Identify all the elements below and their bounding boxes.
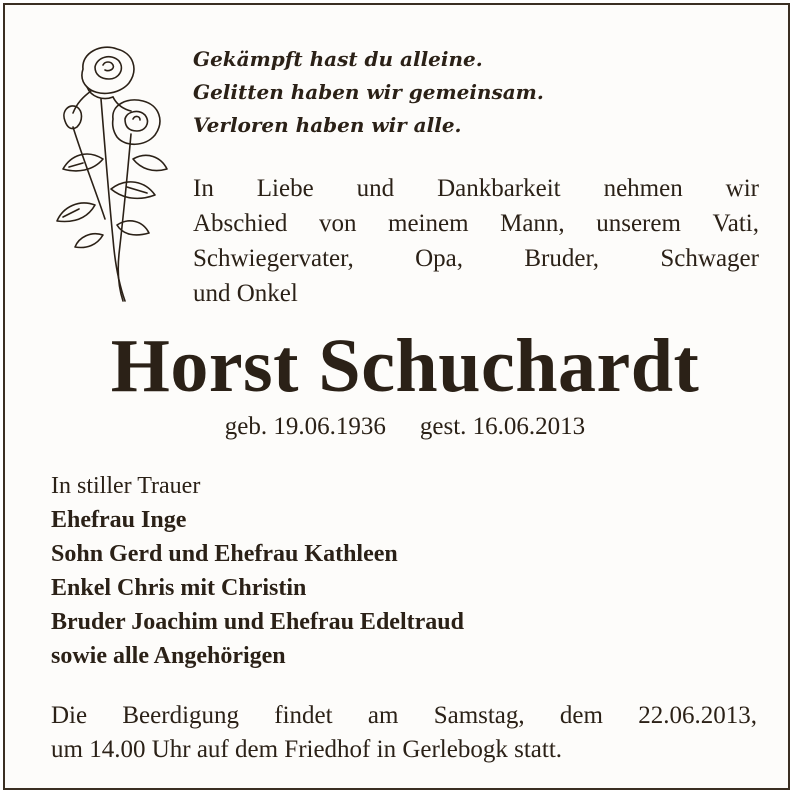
family-member: Sohn Gerd und Ehefrau Kathleen	[51, 541, 398, 567]
intro-line: und Onkel	[193, 280, 298, 307]
word: In	[193, 175, 214, 202]
word: Mann,	[500, 210, 565, 237]
funeral-line	[51, 699, 757, 733]
word: Samstag,	[433, 702, 525, 729]
word: am	[367, 702, 399, 729]
word: Dankbarkeit	[437, 175, 561, 202]
word: Schwiegervater,	[193, 245, 354, 272]
word: Abschied	[193, 210, 288, 237]
intro-line	[193, 171, 759, 206]
intro-line	[193, 241, 759, 276]
family-member: Enkel Chris mit Christin	[51, 575, 307, 601]
family-member: Ehefrau Inge	[51, 507, 187, 533]
rose-icon	[43, 39, 173, 304]
quote-line: Verloren haben wir alle.	[193, 113, 462, 137]
word: 22.06.2013,	[638, 702, 757, 729]
life-dates	[5, 409, 800, 445]
word: von	[318, 210, 357, 237]
obituary-frame	[3, 3, 790, 790]
word: unserem	[596, 210, 681, 237]
word: findet	[274, 702, 333, 729]
family-member: Bruder Joachim und Ehefrau Edeltraud	[51, 609, 464, 635]
word: Die	[51, 702, 88, 729]
word: Vati,	[712, 210, 759, 237]
funeral-line: um 14.00 Uhr auf dem Friedhof in Gerlebogk statt.	[51, 736, 563, 763]
quote-line: Gelitten haben wir gemeinsam.	[193, 80, 544, 104]
word: und	[356, 175, 395, 202]
word: wir	[725, 175, 759, 202]
word: Bruder,	[524, 245, 600, 272]
death-date: gest. 16.06.2013	[419, 413, 586, 440]
word: Beerdigung	[122, 702, 240, 729]
quote-block	[193, 43, 544, 142]
word: Liebe	[256, 175, 314, 202]
mourning-intro: In stiller Trauer	[51, 473, 201, 499]
quote-line: Gekämpft hast du alleine.	[193, 47, 483, 71]
family-member: sowie alle Angehörigen	[51, 643, 286, 669]
intro-line	[193, 206, 759, 241]
word: dem	[559, 702, 603, 729]
word: nehmen	[603, 175, 683, 202]
word: meinem	[388, 210, 469, 237]
funeral-notice	[51, 699, 757, 767]
intro-text	[193, 171, 759, 311]
word: Opa,	[415, 245, 463, 272]
birth-date: geb. 19.06.1936	[224, 413, 386, 440]
family-list	[51, 469, 464, 673]
word: Schwager	[660, 245, 759, 272]
deceased-name: Horst Schuchardt	[110, 324, 700, 408]
